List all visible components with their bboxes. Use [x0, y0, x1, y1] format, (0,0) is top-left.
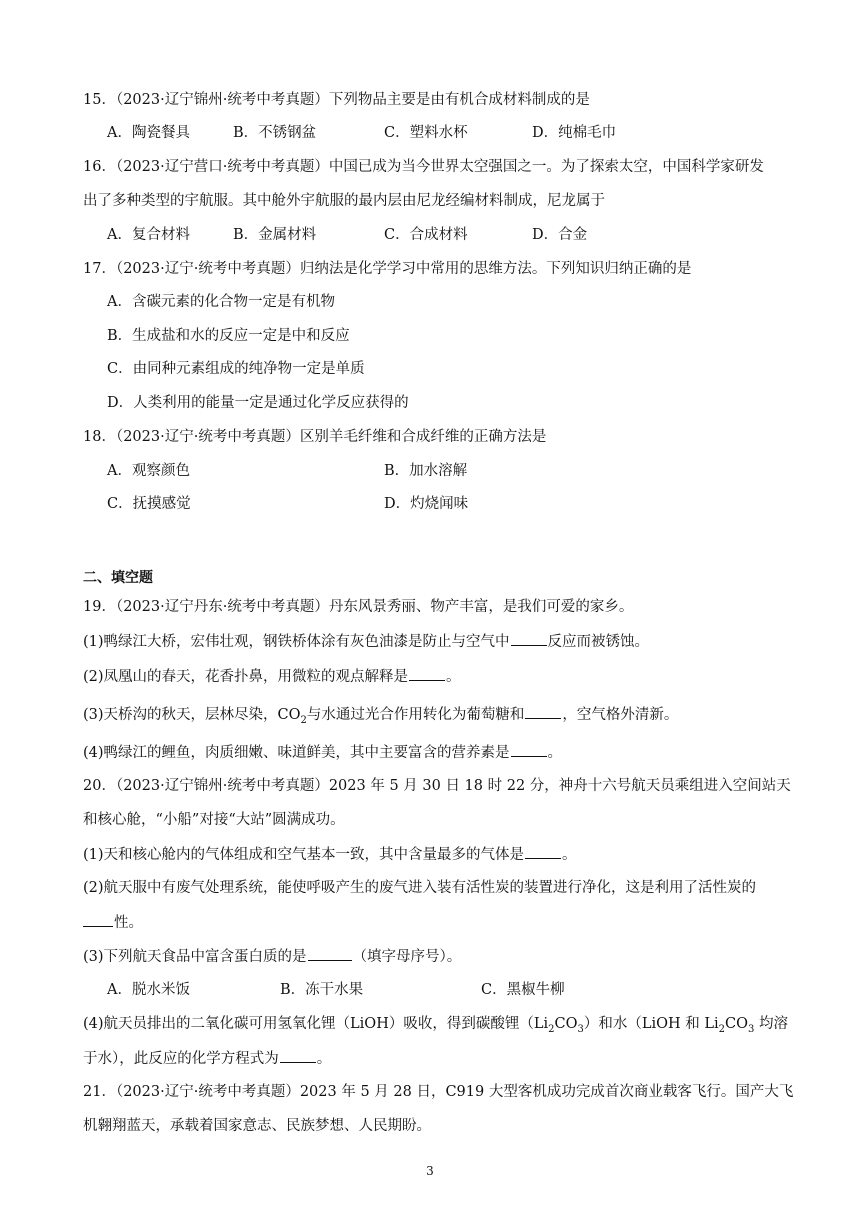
q20-sub-3-tail: （填字母序号）。: [352, 949, 462, 965]
subscript: 3: [577, 1023, 584, 1035]
answer-blank[interactable]: [525, 704, 561, 719]
page-number: 3: [426, 1164, 434, 1178]
q19-sub-4-tail: 。: [547, 745, 563, 761]
question-19: 19．（2023·辽宁丹东·统考中考真题）丹东风景秀丽、物产丰富，是我们可爱的家乡。: [83, 599, 634, 615]
answer-blank[interactable]: [83, 912, 113, 927]
q20-sub-4b: [83, 1048, 331, 1069]
q20-sub-3: [83, 946, 461, 967]
question-16-line1: 16．（2023·辽宁营口·统考中考真题）中国已成为当今世界太空强国之一。为了探索太空，中国科学家研发: [83, 159, 764, 175]
q20-sub-4-tail: 。: [316, 1051, 332, 1067]
q18-option-a: A．观察颜色: [107, 463, 190, 479]
q18-option-d: D．灼烧闻味: [384, 496, 469, 512]
question-21-line2: 机翱翔蓝天，承载着国家意志、民族梦想、人民期盼。: [83, 1118, 431, 1134]
q20-sub-4-co2: CO: [725, 1016, 748, 1032]
q20-option-a: A．脱水米饭: [107, 982, 190, 998]
q15-option-a: A．陶瓷餐具: [107, 125, 190, 141]
q19-sub-3-text: (3)天桥沟的秋天，层林尽染，CO: [83, 707, 301, 723]
q17-option-b: B．生成盐和水的反应一定是中和反应: [107, 328, 350, 344]
q19-sub-4-text: (4)鸭绿江的鲤鱼，肉质细嫩、味道鲜美，其中主要富含的营养素是: [83, 745, 510, 761]
q19-sub-3-mid: 与水通过光合作用转化为葡萄糖和: [306, 707, 525, 723]
q20-option-c: C．黑椒牛柳: [481, 982, 565, 998]
q16-option-d: D．合金: [532, 227, 588, 243]
q20-sub-2-tail: 性。: [114, 915, 143, 931]
q19-sub-2-text: (2)凤凰山的春天，花香扑鼻，用微粒的观点解释是: [83, 669, 409, 685]
question-20-line2: 和核心舱，“小船”对接“大站”圆满成功。: [83, 812, 345, 828]
question-15: 15．（2023·辽宁锦州·统考中考真题）下列物品主要是由有机合成材料制成的是: [83, 92, 590, 108]
q20-sub-2b: [83, 912, 143, 933]
question-17: 17．（2023·辽宁·统考中考真题）归纳法是化学学习中常用的思维方法。下列知识归纳正确的是: [83, 261, 692, 277]
subscript: 2: [300, 714, 307, 726]
q20-sub-4-text: (4)航天员排出的二氧化碳可用氢氧化锂（LiOH）吸收，得到碳酸锂（Li: [83, 1016, 549, 1032]
q16-option-c: C．合成材料: [384, 227, 468, 243]
q19-sub-1: [83, 631, 649, 652]
q19-sub-2-tail: 。: [446, 669, 461, 685]
q20-sub-1-tail: 。: [562, 847, 577, 863]
q15-option-d: D．纯棉毛巾: [532, 125, 617, 141]
q18-option-b: B．加水溶解: [384, 463, 468, 479]
answer-blank[interactable]: [280, 1048, 316, 1063]
answer-blank[interactable]: [525, 844, 561, 859]
question-20-line1: 20．（2023·辽宁锦州·统考中考真题）2023 年 5 月 30 日 18 时 22 分，神舟十六号航天员乘组进入空间站天: [83, 778, 791, 794]
q15-option-b: B．不锈钢盆: [233, 125, 317, 141]
q20-sub-2: (2)航天服中有废气处理系统，能使呼吸产生的废气进入装有活性炭的装置进行净化，这是利用了活性炭的: [83, 880, 757, 896]
q19-sub-3-tail: ，空气格外清新。: [562, 707, 679, 723]
subscript: 2: [718, 1023, 726, 1035]
q20-sub-3-text: (3)下列航天食品中富含蛋白质的是: [83, 949, 307, 965]
q19-sub-1-text: (1)鸭绿江大桥，宏伟壮观，钢铁桥体涂有灰色油漆是防止与空气中: [83, 634, 510, 650]
q15-option-c: C．塑料水杯: [384, 125, 468, 141]
q16-option-a: A．复合材料: [107, 227, 190, 243]
q20-sub-4-end: 均溶: [754, 1016, 788, 1032]
q17-option-c: C．由同种元素组成的纯净物一定是单质: [107, 361, 365, 377]
q19-sub-1-tail: 反应而被锈蚀。: [547, 634, 650, 650]
q20-sub-4: [83, 1014, 788, 1040]
q19-sub-3: [83, 704, 678, 731]
q16-option-b: B．金属材料: [233, 227, 317, 243]
question-18: 18．（2023·辽宁·统考中考真题）区别羊毛纤维和合成纤维的正确方法是: [83, 429, 547, 445]
answer-blank[interactable]: [409, 666, 445, 681]
subscript: 2: [548, 1023, 555, 1035]
answer-blank[interactable]: [511, 742, 547, 757]
q17-option-a: A．含碳元素的化合物一定是有机物: [107, 294, 335, 310]
q19-sub-4: [83, 742, 562, 763]
q20-sub-4-co: CO: [554, 1016, 578, 1032]
q20-option-b: B．冻干水果: [280, 982, 364, 998]
q20-sub-4-cont: 于水），此反应的化学方程式为: [83, 1051, 279, 1067]
q18-option-c: C．抚摸感觉: [107, 496, 191, 512]
subscript: 3: [748, 1023, 755, 1035]
q20-sub-1: [83, 844, 577, 865]
answer-blank[interactable]: [308, 946, 352, 961]
question-21-line1: 21．（2023·辽宁·统考中考真题）2023 年 5 月 28 日，C919 大型客机成功完成首次商业载客飞行。国产大飞: [83, 1084, 794, 1100]
q19-sub-2: [83, 666, 461, 687]
section-title: 二、填空题: [83, 570, 153, 586]
q20-sub-4-mid: ）和水（LiOH 和 Li: [583, 1016, 719, 1032]
answer-blank[interactable]: [511, 631, 547, 646]
q17-option-d: D．人类利用的能量一定是通过化学反应获得的: [107, 395, 409, 411]
q20-sub-1-text: (1)天和核心舱内的气体组成和空气基本一致，其中含量最多的气体是: [83, 847, 525, 863]
question-16-line2: 出了多种类型的宇航服。其中舱外宇航服的最内层由尼龙经编材料制成，尼龙属于: [83, 193, 605, 209]
